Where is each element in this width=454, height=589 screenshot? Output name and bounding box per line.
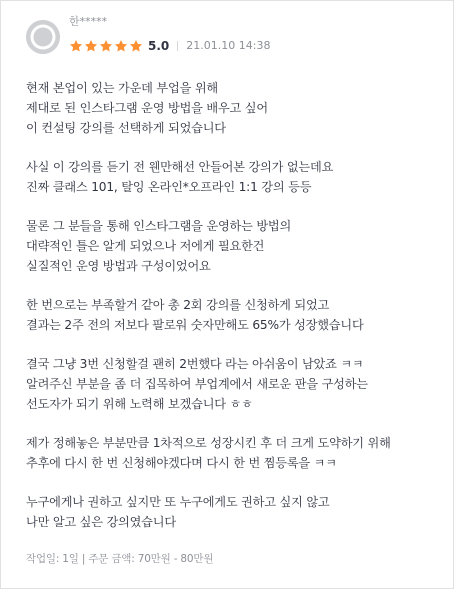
review-paragraph — [26, 157, 446, 197]
review-text-line: 추후에 다시 한 번 신청해야겠다며 다시 한 번 찜등록을 ㅋㅋ — [26, 456, 337, 470]
review-text-line: 대략적인 틀은 알게 되었으나 저에게 필요한건 — [26, 239, 265, 253]
review-text-line: 알려주신 부분을 좀 더 집목하여 부업계에서 새로운 판을 구성하는 — [26, 377, 368, 391]
star-icon — [69, 39, 83, 53]
review-text-line: 실질적인 운영 방법과 구성이었어요 — [26, 259, 211, 273]
review-paragraph — [26, 354, 446, 414]
review-text-line: 이 컨설팅 강의를 선택하게 되었습니다 — [26, 121, 226, 135]
review-date: 21.01.10 14:38 — [186, 39, 271, 52]
review-text-line: 결과는 2주 전의 저보다 팔로워 숫자만해도 65%가 성장했습니다 — [26, 318, 364, 332]
review-text-line: 한 번으로는 부족할거 같아 총 2회 강의를 신청하게 되었고 — [26, 298, 330, 312]
meta-divider — [177, 41, 178, 51]
review-text-line: 결국 그냥 3번 신청할걸 괜히 2번했다 라는 아쉬움이 남았죠 ㅋㅋ — [26, 357, 364, 371]
review-text-line: 물론 그 분들을 통해 인스타그램을 운영하는 방법의 — [26, 219, 292, 233]
star-icon — [129, 39, 143, 53]
star-rating — [69, 39, 144, 53]
review-order-info: 작업일: 1일 | 주문 금액: 70만원 - 80만원 — [26, 553, 214, 565]
review-item — [26, 14, 446, 566]
rating-row — [69, 38, 270, 54]
review-text-line: 현재 본업이 있는 가운데 부업을 위해 — [26, 81, 218, 95]
reviewer-name: 한***** — [69, 15, 108, 28]
review-text-line: 누구에게나 권하고 싶지만 또 누구에게도 권하고 싶지 않고 — [26, 495, 330, 509]
review-meta — [69, 14, 270, 54]
star-icon — [99, 39, 113, 53]
star-icon — [114, 39, 128, 53]
review-paragraph — [26, 433, 446, 473]
review-paragraph — [26, 216, 446, 276]
review-paragraph — [26, 78, 446, 138]
review-text-line: 나만 알고 싶은 강의였습니다 — [26, 515, 176, 529]
rating-score: 5.0 — [148, 39, 170, 53]
review-header — [26, 14, 446, 58]
review-text-line: 선도자가 되기 위해 노력해 보겠습니다 ㅎㅎ — [26, 397, 253, 411]
review-paragraph — [26, 492, 446, 532]
review-body — [26, 78, 446, 532]
review-text-line: 진짜 클래스 101, 탈잉 온라인*오프라인 1:1 강의 등등 — [26, 180, 312, 194]
review-paragraph — [26, 295, 446, 335]
review-text-line: 제대로 된 인스타그램 운영 방법을 배우고 싶어 — [26, 101, 268, 115]
review-text-line: 사실 이 강의를 듣기 전 웬만해선 안들어본 강의가 없는데요 — [26, 160, 334, 174]
star-icon — [84, 39, 98, 53]
user-avatar-icon — [26, 20, 60, 54]
review-text-line: 제가 정해놓은 부분만큼 1차적으로 성장시킨 후 더 크게 도약하기 위해 — [26, 436, 391, 450]
